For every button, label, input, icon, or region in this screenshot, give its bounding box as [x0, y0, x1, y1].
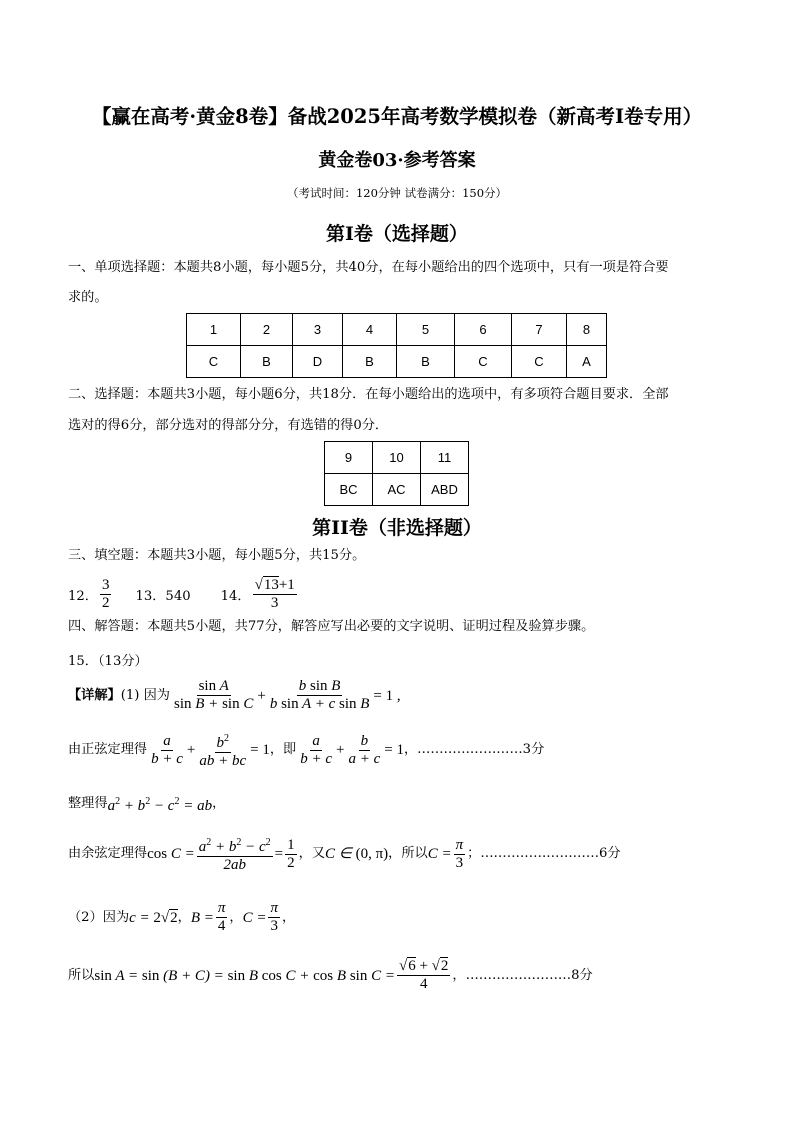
table-cell: 10: [373, 442, 421, 474]
table-cell: A: [567, 346, 607, 378]
table-cell: ABD: [421, 474, 469, 506]
section-1-line-2: 求的。: [68, 290, 108, 305]
table-cell: 3: [293, 314, 343, 346]
table-cell: D: [293, 346, 343, 378]
table-cell: 9: [325, 442, 373, 474]
q12-answer: $\frac{3}{2}$: [101, 577, 110, 611]
q15-step-4: 由余弦定理得 cos C = $\frac{a^2 + b^2 - c^2}{2ab}$ = $\frac{1}{2}$ ，又 C ∈ (0, π) ，所以 C = $\frac{\pi}{3}$ ；………………………6分: [68, 834, 621, 874]
table-cell: C: [512, 346, 567, 378]
q15-header: 15．（13分）: [68, 654, 148, 669]
table-cell: 2: [241, 314, 293, 346]
table-cell: B: [397, 346, 455, 378]
table-cell: C: [455, 346, 512, 378]
volume-2-title: 第II卷（非选择题）: [312, 517, 482, 539]
fill-blank-answers: [68, 577, 299, 612]
volume-1-title: 第I卷（选择题）: [326, 223, 468, 245]
q15-step-3: 整理得 $a^2 + b^2 - c^2$ = ab ，: [68, 796, 226, 814]
detail-label: 【详解】: [68, 687, 121, 703]
table-row-answers: [325, 474, 469, 506]
table-cell: C: [187, 346, 241, 378]
table-cell: 8: [567, 314, 607, 346]
table-cell: BC: [325, 474, 373, 506]
q15-step-5: （2）因为 c = 2√2 ， B = $\frac{\pi}{4}$ ， C = $\frac{\pi}{3}$ ，: [68, 900, 296, 934]
table-cell: 1: [187, 314, 241, 346]
q13-answer: 13．540: [135, 589, 191, 604]
answer-table-multiple-choice: [324, 441, 469, 506]
q12-label: 12．: [68, 589, 98, 604]
table-cell: 5: [397, 314, 455, 346]
exam-note: （考试时间：120分钟 试卷满分：150分）: [286, 186, 508, 200]
section-2-line-2: 选对的得6分，部分选对的得部分分，有选错的得0分．: [68, 418, 389, 433]
section-1-line-1: 一、单项选择题：本题共8小题，每小题5分，共40分，在每小题给出的四个选项中，只有一项是符合要: [68, 260, 669, 275]
q14-label: 14．: [220, 589, 251, 604]
table-row-numbers: [325, 442, 469, 474]
page-title: 【赢在高考·黄金8卷】备战2025年高考数学模拟卷（新高考Ⅰ卷专用）: [91, 105, 703, 128]
q15-step-2: 由正弦定理得 $\frac{a}{b + c}$ + $\frac{b^2}{ab + bc}$ = 1 ，即 $\frac{a}{b + c}$ + $\frac{b}{a + c}$ = 1 ，……………………3分: [68, 730, 544, 770]
table-cell: 11: [421, 442, 469, 474]
answer-table-single-choice: [186, 313, 607, 378]
section-2-line-1: 二、选择题：本题共3小题，每小题6分，共18分．在每小题给出的选项中，有多项符合题目要求．全部: [68, 387, 669, 402]
table-cell: 6: [455, 314, 512, 346]
q15-step-6: 所以 sin A = sin (B + C) = sin B cos C + cos B sin C = $\frac{√6 + √2}{4}$ ，……………………8分: [68, 958, 593, 992]
table-row-numbers: [187, 314, 607, 346]
page-subtitle: 黄金卷03·参考答案: [318, 150, 476, 171]
table-row-answers: [187, 346, 607, 378]
table-cell: 7: [512, 314, 567, 346]
section-3-line-1: 三、填空题：本题共3小题，每小题5分，共15分。: [68, 548, 366, 563]
table-cell: 4: [343, 314, 397, 346]
table-cell: B: [343, 346, 397, 378]
table-cell: B: [241, 346, 293, 378]
q14-answer: $\frac{√13+1}{3}$: [254, 577, 295, 611]
q15-step-1: 【详解】 (1) 因为 $\frac{\text{sin A}}{\text{sin B + sin C}}$ + $\frac{\text{b sin B}}{\text{b sin A + c sin B}}$ = 1 ,: [68, 678, 401, 712]
section-4-line-1: 四、解答题：本题共5小题，共77分，解答应写出必要的文字说明、证明过程及验算步骤。: [68, 619, 595, 634]
table-cell: AC: [373, 474, 421, 506]
